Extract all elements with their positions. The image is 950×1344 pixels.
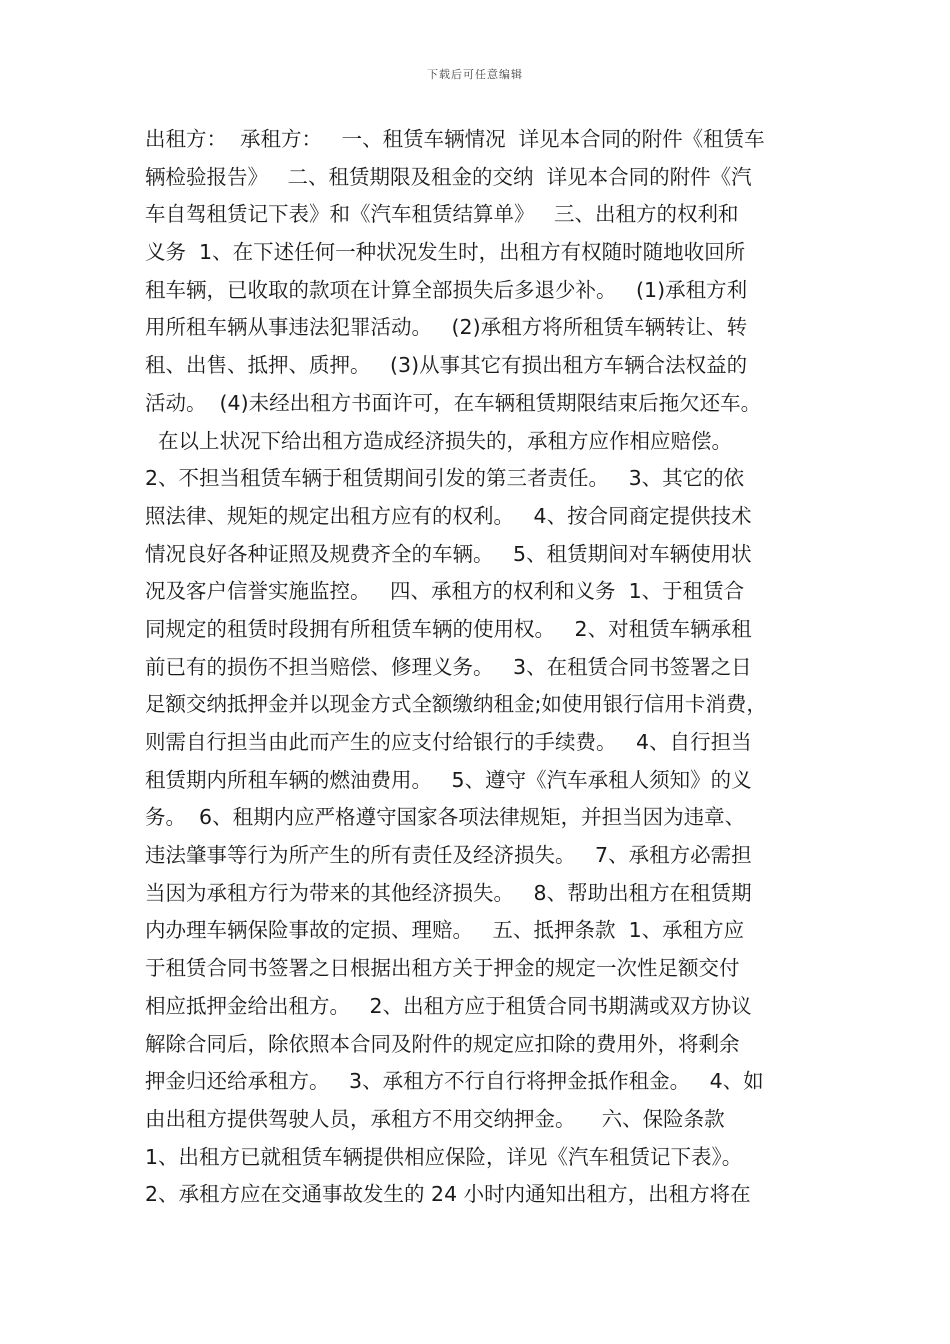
text-line: 由出租方提供驾驶人员，承租方不用交纳押金。 六、保险条款 xyxy=(145,1106,725,1131)
text-line: 押金归还给承租方。 3、承租方不行自行将押金抵作租金。 4、如 xyxy=(145,1069,764,1094)
text-line: 2、承租方应在交通事故发生的 24 小时内通知出租方，出租方将在 xyxy=(145,1182,751,1207)
text-line: 在以上状况下给出租方造成经济损失的，承租方应作相应赔偿。 xyxy=(145,428,733,453)
text-line: 租车辆，已收取的款项在计算全部损失后多退少补。 (1)承租方利 xyxy=(145,277,748,302)
text-line: 1、出租方已就租赁车辆提供相应保险，详见《汽车租赁记下表》。 xyxy=(145,1144,743,1169)
text-line: 相应抵押金给出租方。 2、出租方应于租赁合同书期满或双方协议 xyxy=(145,993,752,1018)
text-line: 义务 1、在下述任何一种状况发生时，出租方有权随时随地收回所 xyxy=(145,240,746,265)
text-line: 内办理车辆保险事故的定损、理赔。 五、抵押条款 1、承租方应 xyxy=(145,918,745,943)
text-line: 照法律、规矩的规定出租方应有的权利。 4、按合同商定提供技术 xyxy=(145,503,752,528)
text-line: 同规定的租赁时段拥有所租赁车辆的使用权。 2、对租赁车辆承租 xyxy=(145,616,752,641)
text-line: 用所租车辆从事违法犯罪活动。 (2)承租方将所租赁车辆转让、转 xyxy=(145,315,748,340)
text-line: 则需自行担当由此而产生的应支付给银行的手续费。 4、自行担当 xyxy=(145,730,752,754)
text-line: 务。 6、租期内应严格遵守国家各项法律规矩，并担当因为违章、 xyxy=(145,805,746,830)
text-line: 2、不担当租赁车辆于租赁期间引发的第三者责任。 3、其它的依 xyxy=(145,466,745,491)
text-line: 前已有的损伤不担当赔偿、修理义务。 3、在租赁合同书签署之日 xyxy=(145,654,752,679)
text-line: 车自驾租赁记下表》和《汽车租赁结算单》 三、出租方的权利和 xyxy=(145,202,739,227)
text-line: 于租赁合同书签署之日根据出租方关于押金的规定一次性足额交付 xyxy=(145,956,740,981)
text-line: 当因为承租方行为带来的其他经济损失。 8、帮助出租方在租赁期 xyxy=(145,880,752,905)
text-line: 违法肇事等行为所产生的所有责任及经济损失。 7、承租方必需担 xyxy=(145,843,752,868)
text-line: 租赁期内所租车辆的燃油费用。 5、遵守《汽车承租人须知》的义 xyxy=(145,767,752,792)
text-line: 足额交纳抵押金并以现金方式全额缴纳租金;如使用银行信用卡消费， xyxy=(145,692,767,717)
text-line: 辆检验报告》 二、租赁期限及租金的交纳 详见本合同的附件《汽 xyxy=(145,164,752,189)
text-line: 解除合同后，除依照本合同及附件的规定应扣除的费用外，将剩余 xyxy=(145,1031,740,1056)
text-line: 情况良好各种证照及规费齐全的车辆。 5、租赁期间对车辆使用状 xyxy=(145,541,752,566)
text-line: 活动。 (4)未经出租方书面许可，在车辆租赁期限结束后拖欠还车。 xyxy=(145,390,762,415)
contract-body xyxy=(145,121,807,1214)
text-line: 况及客户信誉实施监控。 四、承租方的权利和义务 1、于租赁合 xyxy=(145,579,745,604)
text-line: 租、出售、抵押、质押。 (3)从事其它有损出租方车辆合法权益的 xyxy=(145,353,748,378)
text-line: 出租方： 承租方： 一、租赁车辆情况 详见本合同的附件《租赁车 xyxy=(145,127,765,151)
header-note: 下载后可任意编辑 xyxy=(427,68,523,81)
